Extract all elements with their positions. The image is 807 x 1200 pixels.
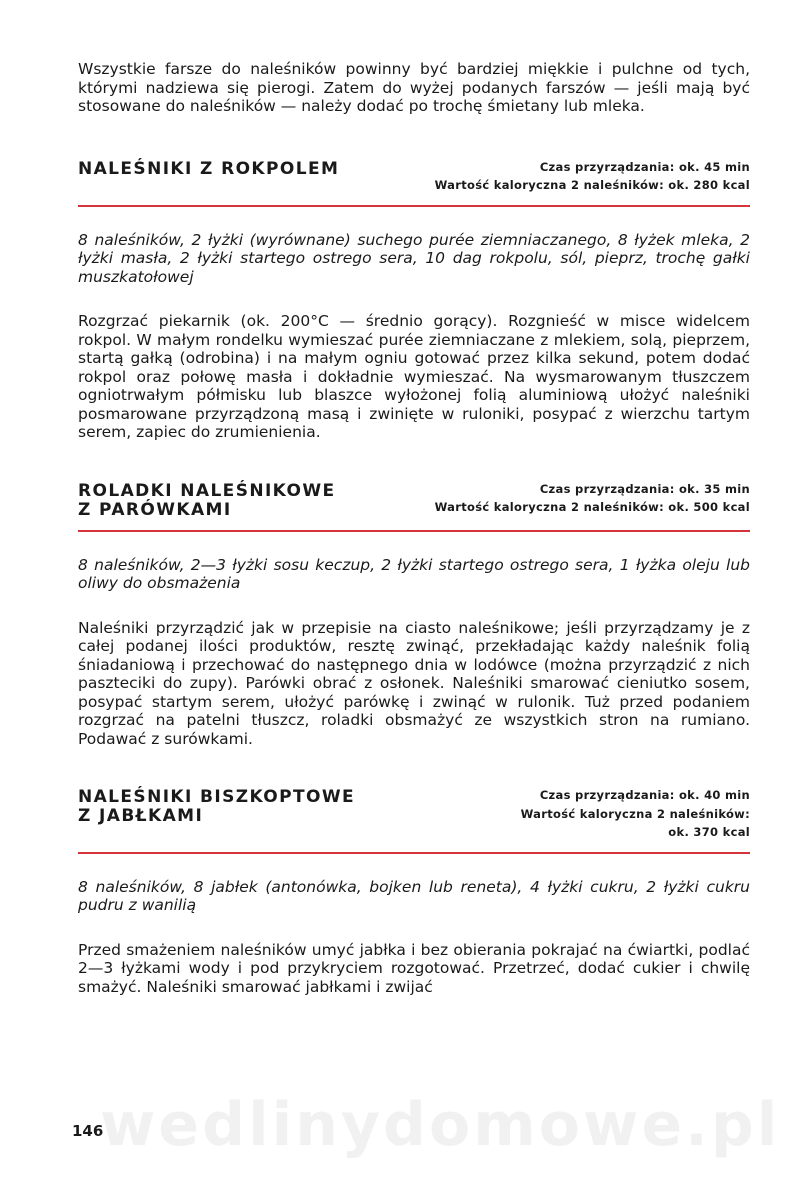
recipe-header: [78, 480, 750, 520]
method: Naleśniki przyrządzić jak w przepisie na ciasto naleśnikowe; jeśli przyrządzamy je z całej podanej ilości produktów, resztę zwinąć, przekładając każdy naleśnik folią śniadaniową i przechować do następnego dnia w lodówce (można przyrządzić z nich paszteciki do zupy). Parówki obrać z osłonek. Naleśniki smarować cieniutko sosem, posypać startym serem, ułożyć parówkę i zwinąć w rulonik. Tuż przed podaniem rozgrzać na patelni tłuszcz, roladki obsmażyć ze wszystkich stron na rumiano. Podawać z surówkami.: [78, 618, 750, 748]
calories: Wartość kaloryczna 2 naleśników:: [520, 806, 750, 821]
ingredients: 8 naleśników, 8 jabłek (antonówka, bojken lub reneta), 4 łyżki cukru, 2 łyżki cukru pudru z wanilią: [78, 877, 750, 914]
red-divider: [78, 530, 750, 532]
recipe-title-line: NALEŚNIKI Z ROKPOLEM: [78, 158, 340, 179]
calories: Wartość kaloryczna 2 naleśników: ok. 500 kcal: [434, 500, 750, 514]
watermark: wedlinydomowe.pl: [100, 1090, 781, 1160]
ingredients: 8 naleśników, 2—3 łyżki sosu keczup, 2 łyżki startego ostrego sera, 1 łyżka oleju lub oliwy do obsmażenia: [78, 555, 750, 592]
recipe-title-line: Z PARÓWKAMI: [78, 499, 232, 520]
method: Rozgrzać piekarnik (ok. 200°C — średnio gorący). Rozgnieść w misce widelcem rokpol. W małym rondelku wymieszać purée ziemniaczane z mlekiem, solą, pieprzem, startą gałką (odrobina) i na małym ogniu gotować przez kilka sekund, potem dodać rokpol oraz połowę masła i dokładnie wymieszać. Na wysmarowanym tłuszczem ogniotrwałym półmisku lub blaszce wyłożonej folią aluminiową ułożyć naleśniki posmarowane przyrządzoną masą i zwinięte w ruloniki, posypać z wierzchu tartym serem, zapiec do zrumienienia.: [78, 312, 750, 441]
recipe-title: [78, 160, 339, 179]
recipe-title: [78, 482, 336, 520]
calories: Wartość kaloryczna 2 naleśników: ok. 280 kcal: [434, 178, 750, 192]
recipe-meta: [435, 480, 750, 517]
recipe-header: [78, 786, 750, 842]
red-divider: [78, 205, 750, 207]
recipe-meta: [435, 158, 750, 195]
recipe-meta: [521, 786, 750, 842]
recipe-roladki: [78, 480, 750, 749]
prep-time: Czas przyrządzania: ok. 35 min: [539, 481, 750, 496]
recipe-title-line: ROLADKI NALEŚNIKOWE: [78, 480, 336, 501]
recipe-rokpol: [78, 158, 750, 442]
calories-value: ok. 370 kcal: [668, 825, 750, 839]
method: Przed smażeniem naleśników umyć jabłka i bez obierania pokrajać na ćwiartki, podlać 2—3 łyżkami wody i pod przykryciem rozgotować. Przetrzeć, dodać cukier i chwilę smażyć. Naleśniki smarować jabłkami i zwijać: [78, 940, 750, 996]
recipe-biszkoptowe: [78, 786, 750, 996]
intro-paragraph: Wszystkie farsze do naleśników powinny być bardziej miękkie i pulchne od tych, którymi nadziewa się pierogi. Zatem do wyżej podanych farszów — jeśli mają być stosowane do naleśników — należy dodać po trochę śmietany lub mleka.: [78, 60, 750, 115]
recipe-title: [78, 788, 355, 826]
red-divider: [78, 852, 750, 854]
prep-time: Czas przyrządzania: ok. 40 min: [539, 788, 750, 802]
recipe-header: [78, 158, 750, 195]
prep-time: Czas przyrządzania: ok. 45 min: [539, 159, 750, 174]
page-content: [78, 60, 750, 1034]
recipe-title-line: NALEŚNIKI BISZKOPTOWE: [78, 787, 356, 807]
recipe-title-line: Z JABŁKAMI: [78, 806, 204, 826]
page-number: 146: [72, 1122, 104, 1140]
ingredients: 8 naleśników, 2 łyżki (wyrównane) suchego purée ziemniaczanego, 8 łyżek mleka, 2 łyżki masła, 2 łyżki startego ostrego sera, 10 dag rokpolu, sól, pieprz, trochę gałki muszkatołowej: [78, 230, 750, 286]
